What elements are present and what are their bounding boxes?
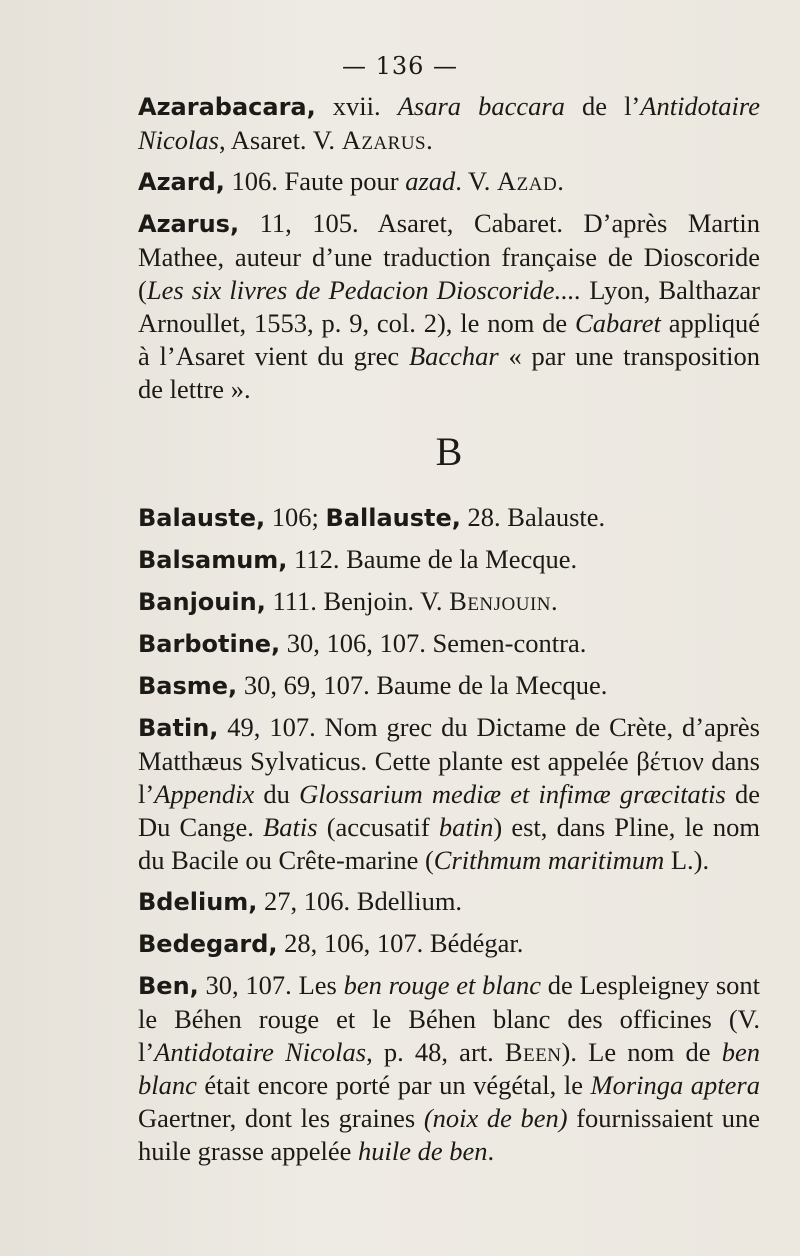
dictionary-entries (138, 90, 760, 1176)
entry-text: βέτιον (636, 746, 704, 776)
entry-text: . (487, 1136, 495, 1166)
entry-text: Benjouin (449, 586, 552, 616)
entry-headword: Barbotine, (138, 630, 281, 658)
entry-text: 30, 107. Les (198, 970, 344, 1000)
entry-italic-text: Antidotaire Nicolas (138, 91, 760, 155)
entry-headword: Azard, (138, 168, 225, 196)
entry-italic-text: Bacchar (408, 341, 499, 371)
entry-text: xvii. (315, 91, 398, 121)
entry-text: de l’ (564, 91, 641, 121)
entry-italic-text: ben rouge et blanc (343, 970, 542, 1000)
entry-italic-text: (noix de ben) (423, 1103, 568, 1133)
entry-text: du (254, 779, 300, 809)
entry-text: dans l’ (138, 746, 760, 809)
entry-italic-text: Appendix (154, 779, 255, 809)
entry-headword: Balauste, (138, 504, 266, 532)
entry-text: 27, 106. Bdellium. (257, 886, 463, 916)
entry-text: « par une transposition de lettre ». (138, 341, 760, 404)
glossary-entry (138, 711, 760, 877)
entry-variant-headword: Ballauste, (325, 504, 461, 532)
entry-italic-text: batin (438, 812, 494, 842)
entry-italic-text: Batis (263, 812, 318, 842)
entry-italic-text: huile de ben (358, 1136, 488, 1166)
section-letter: B (435, 429, 463, 474)
glossary-entry (138, 927, 760, 961)
entry-text: 112. Baume de la Mecque. (287, 544, 578, 574)
entry-text: 30, 69, 107. Baume de la Mecque. (237, 670, 608, 700)
entry-text: ) est, dans Pline, le nom du Bacile ou Crête-marine ( (138, 812, 760, 875)
entry-text: (accusatif (317, 812, 439, 842)
entry-headword: Basme, (138, 672, 238, 700)
entry-text: fournissaient une huile grasse appelée (138, 1103, 760, 1166)
entry-text: 30, 106, 107. Semen-contra. (280, 628, 587, 658)
entry-text: . (551, 586, 558, 616)
entry-headword: Ben, (138, 972, 199, 1000)
page-number: — 136 — (341, 52, 459, 80)
entry-text: ). Le nom de (561, 1037, 722, 1067)
glossary-entry (138, 90, 760, 157)
entry-text: L.). (664, 845, 710, 875)
entry-italic-text: Glossarium mediæ et infimæ græcitatis (299, 779, 726, 809)
entry-headword: Bdelium, (138, 888, 258, 916)
entry-text: . V. (455, 166, 498, 196)
entry-text: 11, 105. Asaret, Cabaret. D’après Martin Mathee, auteur d’une traduction française de Dioscoride ( (138, 208, 760, 305)
entry-text: appliqué à l’Asaret vient du grec (138, 308, 761, 371)
glossary-entry (138, 669, 760, 703)
entry-headword: Azarabacara, (138, 93, 316, 121)
entry-italic-text: Cabaret (575, 308, 661, 338)
entry-italic-text: Moringa aptera (590, 1070, 760, 1100)
glossary-entry (138, 969, 760, 1168)
entry-headword: Banjouin, (138, 588, 266, 616)
entry-text: 111. Benjoin. V. (265, 586, 450, 616)
entry-italic-text: azad (405, 166, 456, 196)
entry-text: , Asaret. V. (218, 125, 342, 155)
glossary-entry (138, 627, 760, 661)
entry-text: 28. Balauste. (460, 502, 606, 532)
entry-text: Gaertner, dont les graines (138, 1103, 424, 1133)
entry-italic-text: Asara baccara (397, 91, 565, 121)
entry-text: était encore porté par un végétal, le (196, 1070, 591, 1100)
entry-headword: Balsamum, (138, 546, 288, 574)
entry-headword: Azarus, (138, 210, 240, 238)
entry-text: Azarus (341, 125, 427, 155)
glossary-entry (138, 585, 760, 619)
entry-text: 106; (265, 502, 326, 532)
entry-text: . (557, 166, 564, 196)
entry-text: , p. 48, art. (366, 1037, 505, 1067)
entry-italic-text: ben blanc (138, 1037, 760, 1100)
entry-italic-text: Crithmum maritimum (433, 845, 665, 875)
glossary-entry (138, 543, 760, 577)
entry-text: de Lespleigney sont le Béhen rouge et le Béhen blanc des officines (V. l’ (138, 970, 761, 1067)
entry-text: Azad (497, 166, 558, 196)
entry-italic-text: Antidotaire Nicolas (154, 1037, 367, 1067)
entry-text: . (426, 125, 433, 155)
entry-text: Been (504, 1037, 562, 1067)
entry-text: Lyon, Balthazar Arnoullet, 1553, p. 9, col. 2), le nom de (138, 275, 761, 338)
entry-text: de Du Cange. (138, 779, 761, 842)
entry-italic-text: Les six livres de Pedacion Dioscoride.... (146, 275, 582, 305)
glossary-entry (138, 885, 760, 919)
entry-headword: Batin, (138, 714, 219, 742)
entry-text: 49, 107. Nom grec du Dictame de Crète, d’après Matthæus Sylvaticus. Cette plante est appelée (138, 712, 760, 776)
entry-headword: Bedegard, (138, 930, 278, 958)
glossary-entry (138, 165, 760, 199)
entry-text: 28, 106, 107. Bédégar. (277, 928, 524, 958)
glossary-entry (138, 207, 760, 406)
entry-text: 106. Faute pour (224, 166, 406, 196)
glossary-entry (138, 501, 760, 535)
